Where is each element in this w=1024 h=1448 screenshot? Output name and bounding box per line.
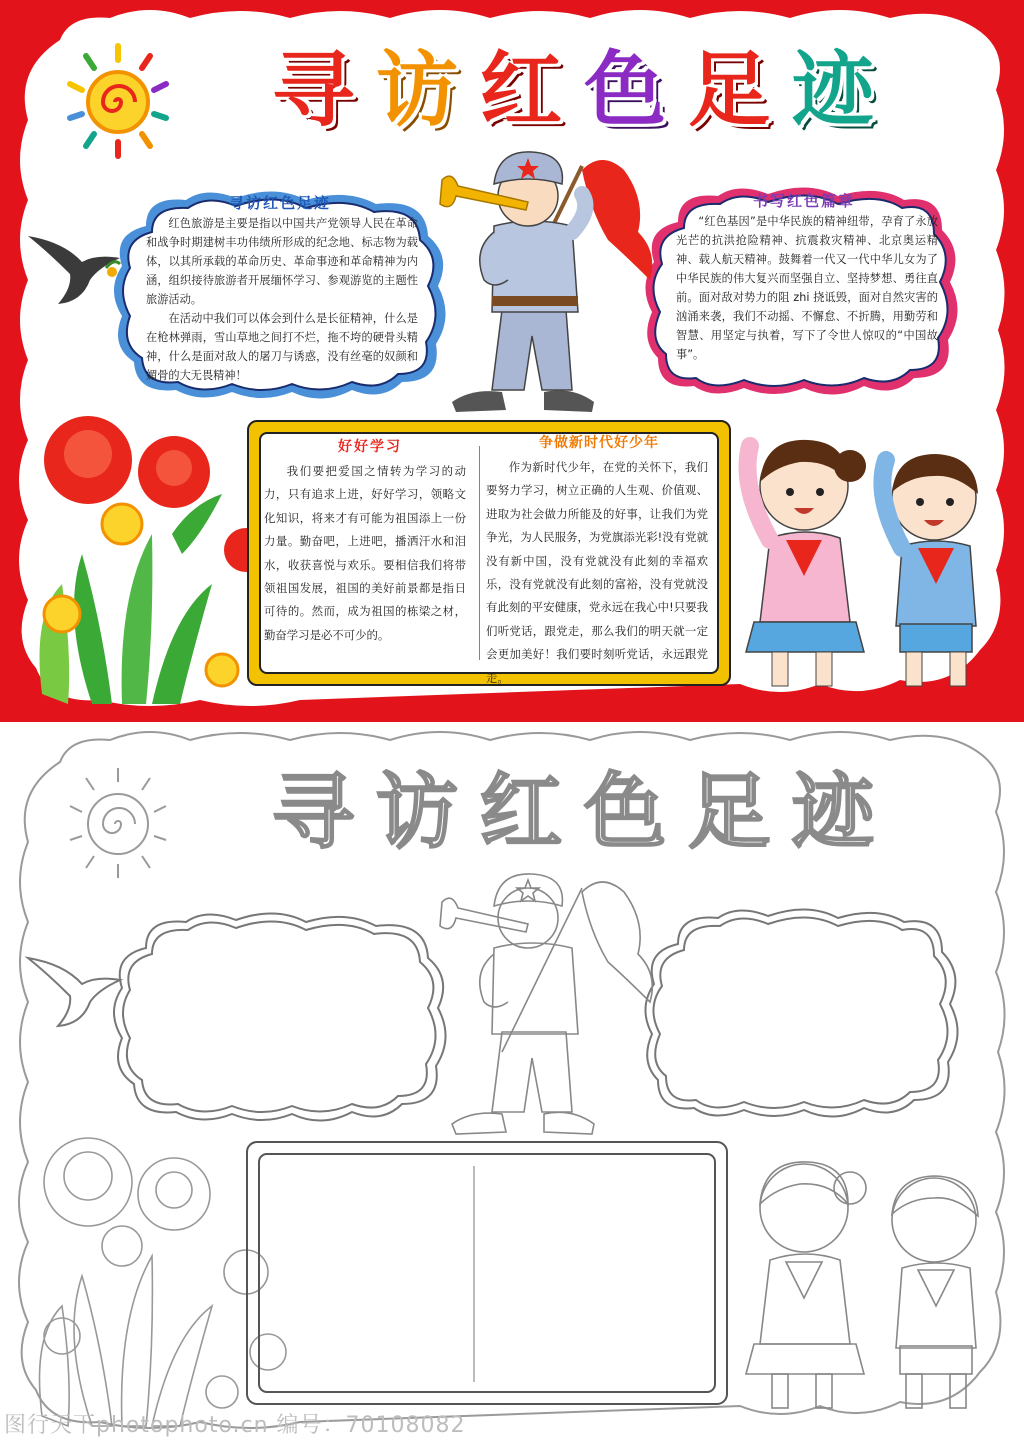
board-left-paragraph: 我们要把爱国之情转为学习的动力，只有追求上进，好好学习，领略文化知识，将来才有可能为祖国添上一份力量。勤奋吧，上进吧，播洒汗水和泪水，收获喜悦与欢乐。要相信我们将带领祖国发展，祖国的美好前景都是指日可待的。然而，成为祖国的栋梁之材，勤奋学习是必不可少的。 bbox=[264, 464, 466, 642]
outline-title-char-1: 寻 bbox=[271, 765, 354, 860]
soldier-bugle-icon bbox=[432, 140, 664, 418]
outline-title-char-6: 迹 bbox=[791, 765, 874, 860]
title-char-3: 红 bbox=[479, 43, 562, 138]
left-cloud-paragraph-1: 红色旅游是主要是指以中国共产党领导人民在革命和战争时期建树丰功伟绩所形成的纪念地、标志物为载体，以其所承载的革命历史、革命事迹和革命精神为内涵，组织接待旅游者开展缅怀学习、参观游览的主题性旅游活动。 bbox=[146, 217, 418, 306]
title-char-4: 色 bbox=[583, 43, 666, 138]
title-char-5: 足 bbox=[687, 43, 770, 138]
outline-title-char-3: 红 bbox=[479, 765, 562, 860]
right-cloud-text bbox=[676, 212, 938, 364]
board-right-text bbox=[486, 456, 708, 690]
left-cloud-paragraph-2: 在活动中我们可以体会到什么是长征精神，什么是在枪林弹雨，雪山草地之间打不烂，拖不垮的硬骨头精神，什么是面对敌人的屠刀与诱惑，没有丝毫的奴颜和媚骨的大无畏精神！ bbox=[146, 312, 418, 382]
outline-title-char-2: 访 bbox=[375, 765, 458, 860]
outline-title-char-5: 足 bbox=[687, 765, 770, 860]
board-divider bbox=[479, 446, 480, 660]
outline-title-char-4: 色 bbox=[583, 765, 666, 860]
left-cloud-heading: 寻访红色足迹 bbox=[228, 194, 331, 212]
watermark: 图行天下photophoto.cn 编号：70108082 bbox=[4, 1413, 466, 1438]
board-right-paragraph: 作为新时代少年，在党的关怀下，我们要努力学习，树立正确的人生观、价值观、进取为社会做力所能及的好事，让我们为党争光，为人民服务，为党旗添光彩!没有党就没有新中国，没有党就没有此刻的幸福欢乐，没有党就没有此刻的富裕，没有党就没有此刻的平安健康，党永远在我心中!只要我们听党话，跟党走，那么我们的明天就一定会更加美好！我们要时刻听党话，永远跟党走。 bbox=[486, 460, 708, 685]
pioneer-boy-icon bbox=[866, 436, 1006, 696]
right-cloud-heading: 书写红色篇章 bbox=[752, 192, 855, 210]
title-char-6: 迹 bbox=[791, 43, 874, 138]
sun-icon bbox=[64, 42, 172, 160]
right-cloud-paragraph-1: “红色基因”是中华民族的精神纽带，孕育了永放光芒的抗洪抢险精神、抗震救灾精神、北京奥运精神、载人航天精神。鼓舞着一代又一代中华儿女为了中华民族的伟大复兴而坚强自立、坚持梦想、勇往直前。面对敌对势力的阻 zhi 挠诋毁，面对自然灾害的汹涌来袭，我们不动摇、不懈怠、不折腾，用勤劳和智慧、用坚定与执着，写下了令世人惊叹的“中国故事”。 bbox=[676, 215, 938, 361]
left-cloud-text bbox=[146, 214, 418, 385]
title-char-1: 寻 bbox=[271, 43, 354, 138]
board-right-heading: 争做新时代好少年 bbox=[539, 435, 659, 451]
outline-poster bbox=[0, 722, 1024, 1448]
pioneer-girl-icon bbox=[730, 426, 880, 696]
title-char-2: 访 bbox=[375, 43, 458, 138]
colored-poster bbox=[0, 0, 1024, 722]
board-left-text bbox=[264, 460, 466, 647]
board-left-heading: 好好学习 bbox=[338, 439, 402, 455]
